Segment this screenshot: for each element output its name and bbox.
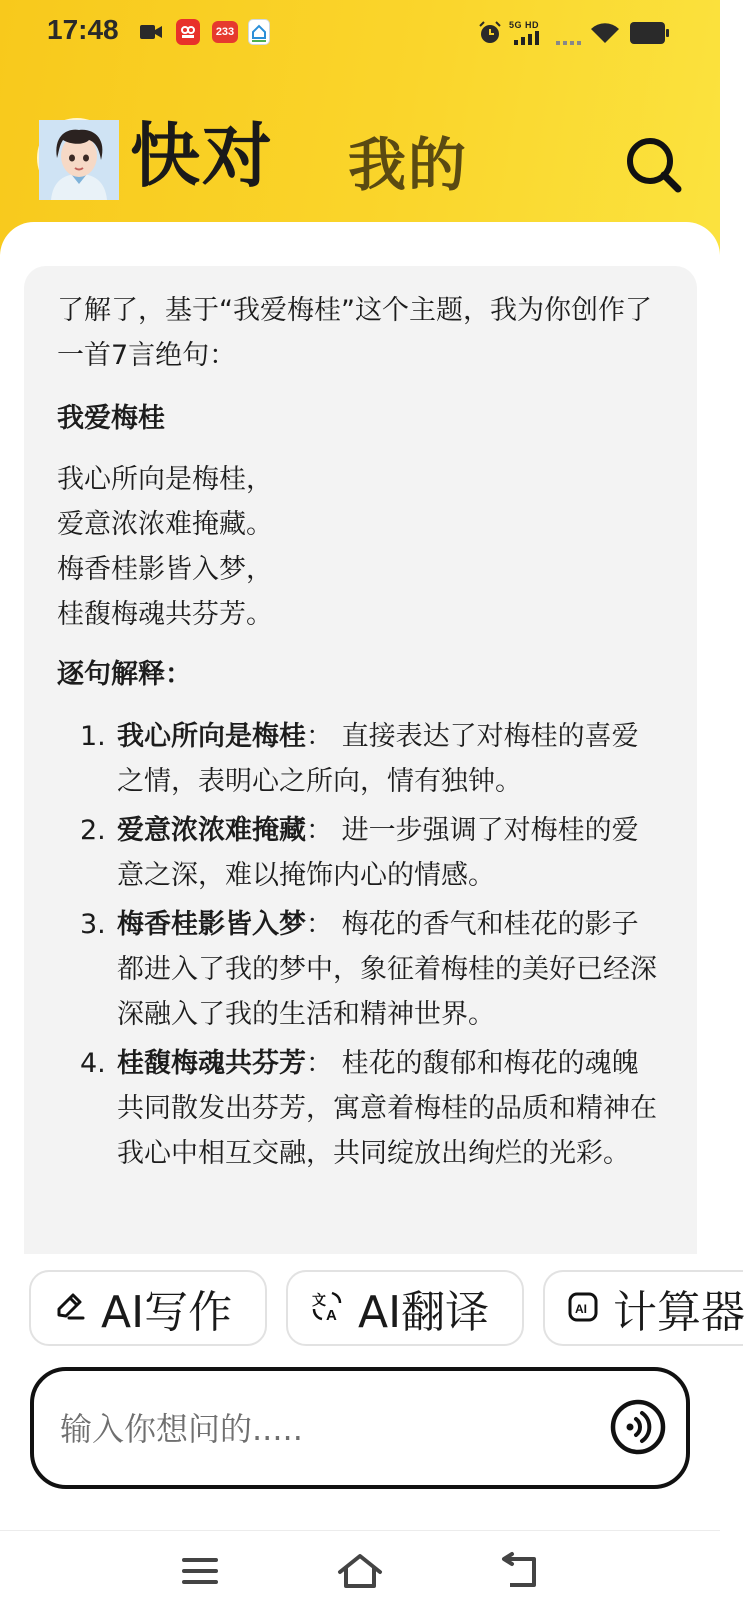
explanation-number: 1.	[80, 721, 106, 752]
wifi-icon	[590, 21, 620, 49]
poem-line: 桂馥梅魂共芬芳。	[57, 599, 273, 630]
ai-writing-chip[interactable]	[29, 1270, 267, 1346]
app-brand-title: 快对	[130, 115, 274, 197]
explanation-text: 直接表达了对梅桂的喜爱之情，表明心之所向，情有独钟。	[117, 721, 639, 797]
nav-back-button[interactable]	[492, 1550, 548, 1596]
menu-icon	[181, 1556, 219, 1590]
explanation-term: 爱意浓浓难掩藏	[117, 815, 306, 846]
signal-strength-icon	[514, 30, 540, 49]
explanation-number: 3.	[80, 909, 106, 940]
explanation-separator: ：	[306, 1048, 342, 1079]
voice-input-button[interactable]	[608, 1397, 668, 1457]
explanation-item	[80, 808, 660, 898]
explanation-term: 桂馥梅魂共芬芳	[117, 1048, 306, 1079]
calculator-chip[interactable]	[543, 1270, 743, 1346]
explanation-text: 进一步强调了对梅桂的爱意之深，难以掩饰内心的情感。	[117, 815, 639, 891]
search-icon	[624, 180, 684, 199]
ai-writing-label: AI写作	[101, 1287, 233, 1338]
voice-icon	[608, 1442, 668, 1461]
explanation-separator: ：	[306, 909, 342, 940]
pen-icon	[53, 1283, 101, 1334]
explanation-number: 4.	[80, 1048, 106, 1079]
translate-icon	[310, 1283, 358, 1334]
calculator-label: 计算器	[613, 1287, 745, 1338]
ai-translate-label: AI翻译	[358, 1287, 490, 1338]
status-time: 17:48	[47, 14, 119, 45]
signal-strength-secondary-icon	[556, 30, 582, 49]
explanation-text: 梅花的香气和桂花的影子都进入了我的梦中，象征着梅桂的美好已经深深融入了我的生活和精神世界。	[117, 909, 657, 1030]
video-camera-icon	[140, 24, 162, 44]
explanation-separator: ：	[306, 815, 342, 846]
ai-translate-chip[interactable]	[286, 1270, 524, 1346]
explanation-term: 梅香桂影皆入梦	[117, 909, 306, 940]
ai-icon	[567, 1283, 613, 1334]
shopping-app-icon	[176, 19, 200, 45]
explanation-item	[80, 714, 660, 804]
status-bar	[0, 0, 720, 66]
tab-mine[interactable]: 我的	[348, 131, 469, 199]
question-input[interactable]	[60, 1401, 580, 1457]
poem-line: 爱意浓浓难掩藏。	[57, 509, 273, 540]
battery-icon	[630, 22, 670, 48]
network-type-label: 5G HD	[509, 20, 540, 30]
home-icon	[337, 1552, 383, 1594]
back-icon	[500, 1553, 540, 1593]
poem-line: 我心所向是梅桂，	[57, 464, 273, 495]
nav-divider	[0, 1530, 720, 1531]
explanation-item	[80, 902, 660, 1037]
nav-home-button[interactable]	[332, 1550, 388, 1596]
explanation-item	[80, 1041, 660, 1176]
poem-line: 梅香桂影皆入梦，	[57, 554, 273, 585]
question-input-container	[30, 1367, 690, 1489]
avatar[interactable]	[37, 118, 117, 198]
alarm-icon	[478, 21, 502, 49]
message-intro: 了解了，基于“我爱梅桂”这个主题，我为你创作了一首7言绝句：	[57, 295, 652, 371]
svg-text:AI: AI	[575, 1301, 587, 1316]
nav-menu-button[interactable]	[172, 1550, 228, 1596]
poem-title: 我爱梅桂	[57, 403, 165, 434]
poem-body	[57, 457, 273, 637]
explanation-title: 逐句解释：	[57, 659, 192, 690]
home-app-icon	[248, 19, 270, 45]
explanation-separator: ：	[306, 721, 342, 752]
search-button[interactable]	[624, 135, 684, 195]
svg-text:A: A	[326, 1306, 337, 1324]
explanation-term: 我心所向是梅桂	[117, 721, 306, 752]
explanation-number: 2.	[80, 815, 106, 846]
svg-text:文: 文	[312, 1292, 326, 1309]
game-app-icon: 233	[212, 21, 238, 43]
explanation-text: 桂花的馥郁和梅花的魂魄共同散发出芬芳，寓意着梅桂的品质和精神在我心中相互交融，共同绽放出绚烂的光彩。	[117, 1048, 657, 1169]
